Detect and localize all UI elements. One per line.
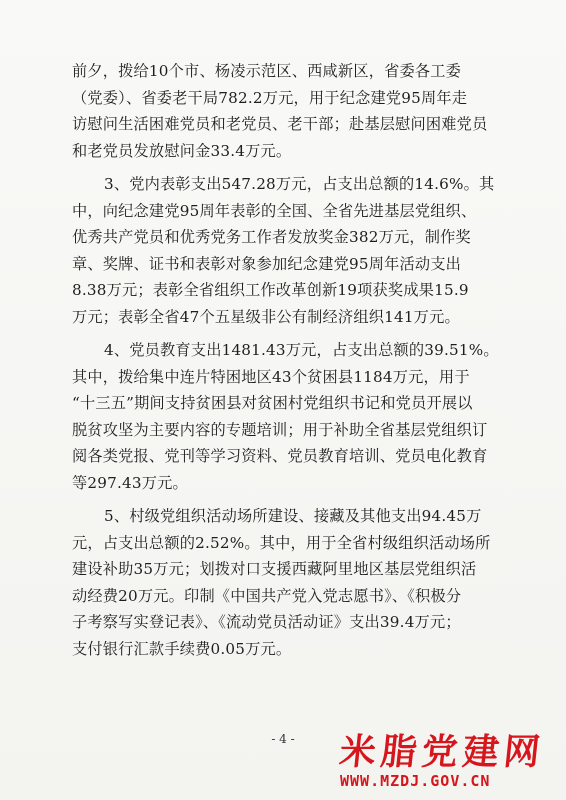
- watermark-site-name: 米脂党建网: [337, 732, 547, 773]
- paragraph-4-heading: 4、党员教育支出1481.43万元，占支出总额的39.51%。: [104, 341, 499, 359]
- text-line: 前夕，拨给10个市、杨凌示范区、西咸新区，省委各工委: [72, 62, 462, 80]
- text-line: 阅各类党报、党刊等学习资料、党员教育培训、党员电化教育: [72, 447, 488, 465]
- text-line: 万元；表彰全省47个五星级非公有制经济组织141万元。: [72, 307, 460, 326]
- paragraph-3-heading: 3、党内表彰支出547.28万元，占支出总额的14.6%。其: [104, 175, 495, 193]
- text-line: 和老党员发放慰问金33.4万元。: [72, 141, 292, 160]
- text-line: 动经费20万元。印制《中国共产党入党志愿书》、《积极分: [72, 586, 462, 605]
- watermark-url: WWW.MZDJ.GOV.CN: [340, 772, 491, 790]
- text-line: 脱贫攻坚为主要内容的专题培训；用于补助全省基层党组织订: [72, 420, 488, 439]
- paragraph-5-heading: 5、村级党组织活动场所建设、接藏及其他支出94.45万: [104, 507, 482, 525]
- text-line: 子考察写实登记表》、《流动党员活动证》支出39.4万元；: [72, 613, 461, 631]
- text-line: 支付银行汇款手续费0.05万元。: [72, 639, 292, 658]
- text-line: 优秀共产党员和优秀党务工作者发放奖金382万元，制作奖: [72, 228, 471, 246]
- text-line: 建设补助35万元；划拨对口支援西藏阿里地区基层党组织活: [72, 560, 477, 578]
- text-line: “十三五”期间支持贫困县对贫困村党组织书记和党员开展以: [72, 394, 473, 412]
- text-line: 访慰问生活困难党员和老党员、老干部；赴基层慰问困难党员: [72, 115, 488, 133]
- page-number: - 4 -: [271, 732, 295, 746]
- text-line: 8.38万元；表彰全省组织工作改革创新19项获奖成果15.9: [72, 281, 469, 299]
- text-line: 元，占支出总额的2.52%。其中，用于全省村级组织活动场所: [72, 533, 491, 552]
- text-line: （党委）、省委老干局782.2万元，用于纪念建党95周年走: [72, 88, 468, 107]
- document-body: [72, 58, 512, 662]
- text-line: 其中，拨给集中连片特困地区43个贫困县1184万元，用于: [72, 367, 470, 386]
- text-line: 中，向纪念建党95周年表彰的全国、全省先进基层党组织、: [72, 201, 477, 220]
- text-line: 等297.43万元。: [72, 473, 188, 492]
- text-line: 章、奖牌、证书和表彰对象参加纪念建党95周年活动支出: [72, 254, 462, 273]
